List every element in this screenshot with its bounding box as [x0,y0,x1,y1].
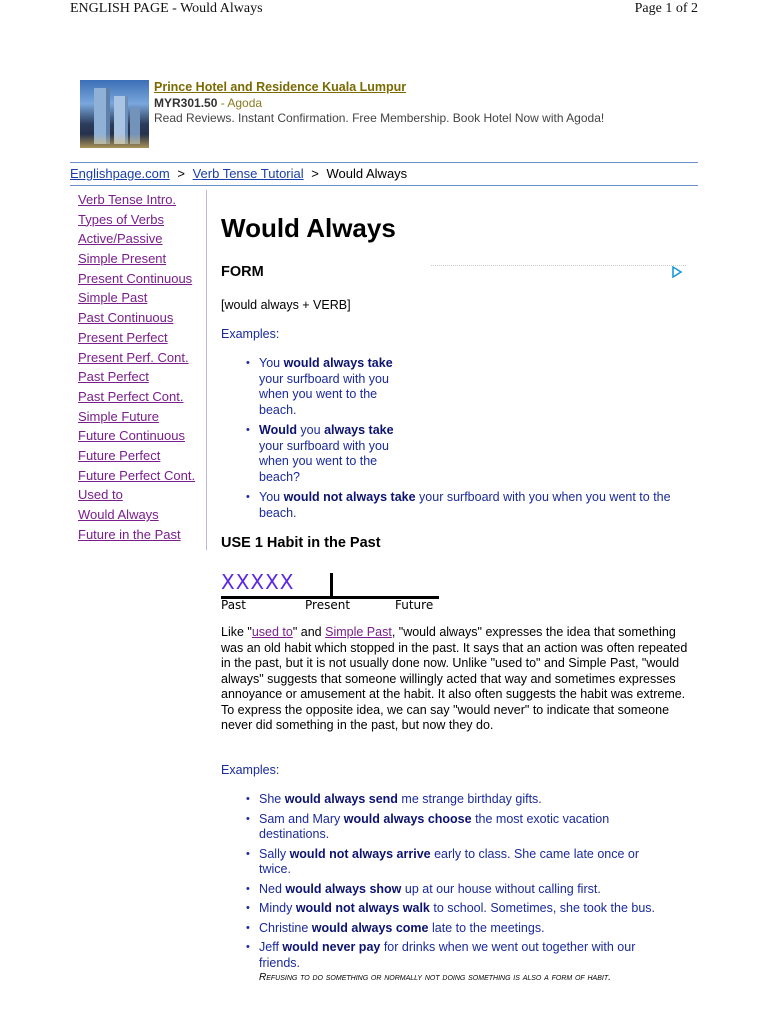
list-item: • Ned would always show up at our house without calling first. [246,882,666,898]
sidebar-item-past-continuous[interactable]: Past Continuous [78,310,174,326]
ad-price-source: - Agoda [217,96,263,110]
hotel-thumbnail-image[interactable] [80,80,149,148]
page-number: Page 1 of 2 [634,1,698,16]
sidebar-item-past-perfect-continuous[interactable]: Past Perfect Cont. [78,388,184,404]
breadcrumb-separator: > [311,166,319,181]
list-item: • Would you always take your surfboard with you when you went to the beach? [246,423,414,485]
sidebar-item-future-perfect[interactable]: Future Perfect [78,447,161,463]
sidebar-item-verb-tense-intro[interactable]: Verb Tense Intro. [78,192,177,207]
timeline-label-future: Future [395,598,434,612]
print-header [0,0,768,22]
use1-examples-label: Examples: [221,763,280,777]
list-item: • You would always take your surfboard with you when you went to the beach. [246,356,414,418]
sidebar-item-future-continuous[interactable]: Future Continuous [78,428,185,444]
use1-paragraph: Like "used to" and Simple Past, "would always" expresses the idea that something was an old habit which stopped in the past. It says that an action was often repeated in the past, but it is not usually done now. Unlike "used to" and Simple Past, "would always" suggests that someone willingly acted that way and sometimes expresses annoyance or amusement at the habit. It also often suggests the habit was extreme. To express the opposite idea, we can say "would never" to indicate that someone never did something in the past, but now they do. [221,625,688,732]
list-item: • You would not always take your surfboard with you when you went to the beach. [246,490,686,521]
ad-divider [431,265,686,266]
sidebar-item-present-perfect-continuous[interactable]: Present Perf. Cont. [78,349,189,365]
breadcrumb-tutorial-link[interactable]: Verb Tense Tutorial [192,166,304,181]
sidebar-item-simple-past[interactable]: Simple Past [78,290,148,306]
sidebar-item-simple-present[interactable]: Simple Present [78,251,167,267]
timeline-marks: XXXXX [221,570,295,594]
page-title: Would Always [221,213,396,243]
timeline-label-past: Past [221,598,247,612]
list-item: • Sally would not always arrive early to class. She came late once or twice. [246,847,666,878]
ad-price-value: MYR301.50 [154,96,218,110]
sidebar-item-future-perfect-continuous[interactable]: Future Perfect Cont. [78,467,196,483]
timeline-label-present: Present [305,598,351,612]
use1-heading: USE 1 Habit in the Past [221,535,381,551]
habit-note: Refusing to do something or normally not doing something is also a form of habit. [259,972,611,983]
use1-examples-list [246,792,666,984]
used-to-link[interactable]: used to [251,625,293,639]
sidebar-nav [70,190,207,550]
sidebar-item-present-continuous[interactable]: Present Continuous [78,270,193,286]
print-title: ENGLISH PAGE - Would Always [70,1,263,16]
sidebar-item-would-always[interactable]: Would Always [78,507,159,522]
ad-price [154,96,262,110]
list-item: • Christine would always come late to the meetings. [246,921,666,937]
sidebar-item-used-to[interactable]: Used to [78,487,123,503]
form-formula: [would always + VERB] [221,298,351,312]
breadcrumb-home-link[interactable]: Englishpage.com [70,166,170,181]
ad-title-link[interactable]: Prince Hotel and Residence Kuala Lumpur [154,80,407,94]
form-heading: FORM [221,264,264,280]
breadcrumb-separator: > [177,166,185,181]
ad-choices-icon[interactable] [671,266,683,278]
sidebar-item-active-passive[interactable]: Active/Passive [78,231,163,247]
simple-past-link[interactable]: Simple Past [325,625,392,639]
list-item: • Sam and Mary would always choose the most exotic vacation destinations. [246,812,666,843]
hotel-ad[interactable] [80,80,700,150]
sidebar-item-present-perfect[interactable]: Present Perfect [78,329,168,345]
list-item: • She would always send me strange birthday gifts. [246,792,666,808]
ad-description: Read Reviews. Instant Confirmation. Free Membership. Book Hotel Now with Agoda! [154,111,605,125]
form-examples-list [246,356,686,521]
list-item: • Jeff would never pay for drinks when we went out together with our friends. Refusing to do something or normally not doing something is also a form of habit. [246,940,666,984]
form-examples-label: Examples: [221,327,280,341]
breadcrumb [70,162,698,186]
sidebar-item-simple-future[interactable]: Simple Future [78,408,159,424]
sidebar-item-future-in-the-past[interactable]: Future in the Past [78,526,181,542]
list-item: • Mindy would not always walk to school. Sometimes, she took the bus. [246,901,666,917]
sidebar-item-types-of-verbs[interactable]: Types of Verbs [78,211,164,227]
timeline-diagram [221,570,441,613]
breadcrumb-current: Would Always [326,166,408,181]
sidebar-item-past-perfect[interactable]: Past Perfect [78,369,149,385]
